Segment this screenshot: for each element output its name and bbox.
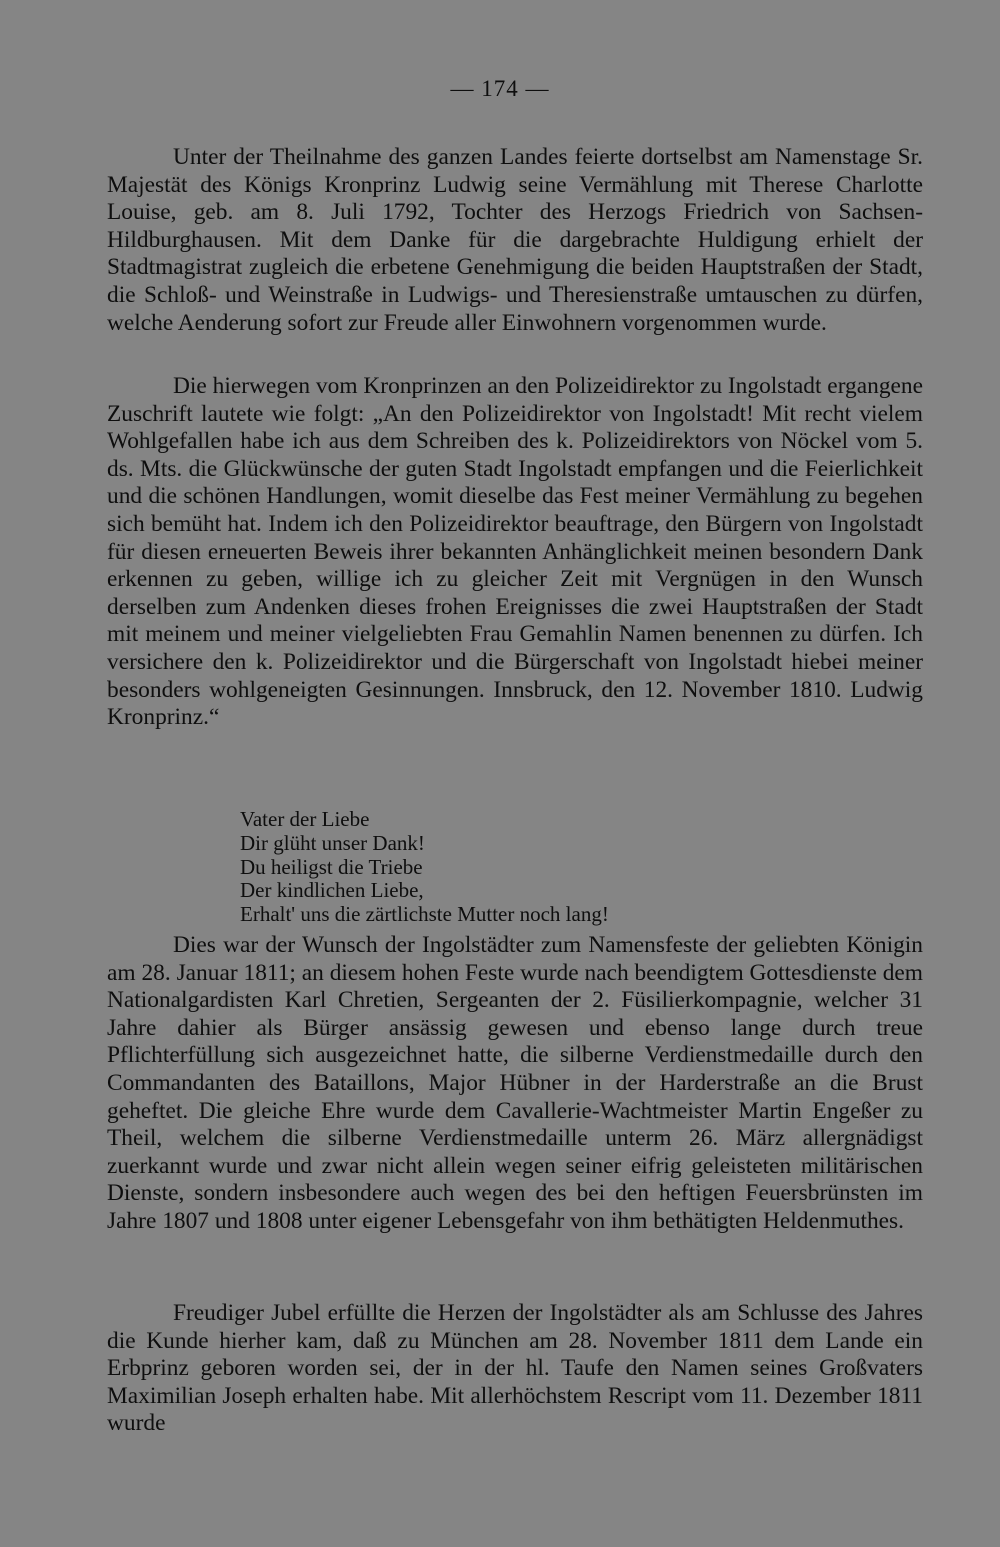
paragraph-block (107, 932, 923, 1236)
poem (240, 808, 800, 927)
poem-line: Der kindlichen Liebe, (240, 878, 424, 903)
paragraph-block (107, 144, 923, 337)
paragraph-heir: Freudiger Jubel erfüllte die Herzen der Ingolstädter als am Schlusse des Jahres die Kunde hierher kam, daß zu München am 28. November 1811 dem Lande ein Erbprinz geboren worden sei, der in der hl. Taufe den Namen seines Großvaters Maximilian Joseph erhalten habe. Mit allerhöchstem Rescript vom 11. Dezember 1811 wurde (107, 1300, 923, 1437)
poem-line: Erhalt' uns die zärtlichste Mutter noch lang! (240, 902, 609, 927)
paragraph-name-day: Dies war der Wunsch der Ingolstädter zum Namensfeste der geliebten Königin am 28. Januar 1811; an diesem hohen Feste wurde nach beendigtem Gottesdienste dem Nationalgardisten Karl Chretien, Sergeanten der 2. Füsilierkompagnie, welcher 31 Jahre dahier als Bürger ansässig gewesen und ebenso lange durch treue Pflichterfüllung sich ausgezeichnet hatte, die silberne Verdienstmedaille durch den Commandanten des Bataillons, Major Hübner in der Harderstraße an die Brust geheftet. Die gleiche Ehre wurde dem Cavallerie-Wachtmeister Martin Engeßer zu Theil, welchem die silberne Verdienstmedaille unterm 26. März allergnädigst zuerkannt wurde und zwar nicht allein wegen seiner eifrig geleisteten militärischen Dienste, sondern insbesondere auch wegen des bei den heftigen Feuersbrünsten im Jahre 1807 und 1808 unter eigener Lebensgefahr von ihm bethätigten Heldenmuthes. (107, 932, 923, 1234)
page-number: — 174 — (450, 76, 550, 101)
poem-line: Dir glüht unser Dank! (240, 830, 425, 855)
paragraph-letter: Die hierwegen vom Kronprinzen an den Polizeidirektor zu Ingolstadt ergangene Zuschrift lautete wie folgt: „An den Polizeidirektor von Ingolstadt! Mit recht vielem Wohlgefallen habe ich aus dem Schreiben des k. Polizeidirektors von Nöckel vom 5. ds. Mts. die Glückwünsche der guten Stadt Ingolstadt empfangen und die Feierlichkeit und die schönen Handlungen, womit dieselbe das Fest meiner Vermählung zu begehen sich bemüht hat. Indem ich den Polizeidirektor beauftrage, den Bürgern von Ingolstadt für diesen erneuerten Beweis ihrer bekannten Anhänglichkeit meinen besondern Dank erkennen zu geben, willige ich zu gleicher Zeit mit Vergnügen in den Wunsch derselben zum Andenken dieses frohen Ereignisses die zwei Hauptstraßen der Stadt mit meinem und meiner vielgeliebten Frau Gemahlin Namen benennen zu dürfen. Ich versichere den k. Polizeidirektor und die Bürgerschaft von Ingolstadt hiebei meiner besonders wohlgeneigten Gesinnungen. Innsbruck, den 12. November 1810. Ludwig Kronprinz.“ (107, 373, 923, 731)
paragraph-block (107, 1300, 923, 1438)
poem-line: Du heiligst die Triebe (240, 854, 423, 879)
poem-line: Vater der Liebe (240, 807, 370, 831)
paragraph-wedding: Unter der Theilnahme des ganzen Landes feierte dortselbst am Namenstage Sr. Majestät des Königs Kronprinz Ludwig seine Vermählung mit Therese Charlotte Louise, geb. am 8. Juli 1792, Tochter des Herzogs Friedrich von Sachsen-Hildburghausen. Mit dem Danke für die dargebrachte Huldigung erhielt der Stadtmagistrat zugleich die erbetene Genehmigung die beiden Hauptstraßen der Stadt, die Schloß- und Weinstraße in Ludwigs- und Theresienstraße umtauschen zu dürfen, welche Aenderung sofort zur Freude aller Einwohnern vorgenommen wurde. (107, 144, 923, 336)
paragraph-block (107, 373, 923, 732)
